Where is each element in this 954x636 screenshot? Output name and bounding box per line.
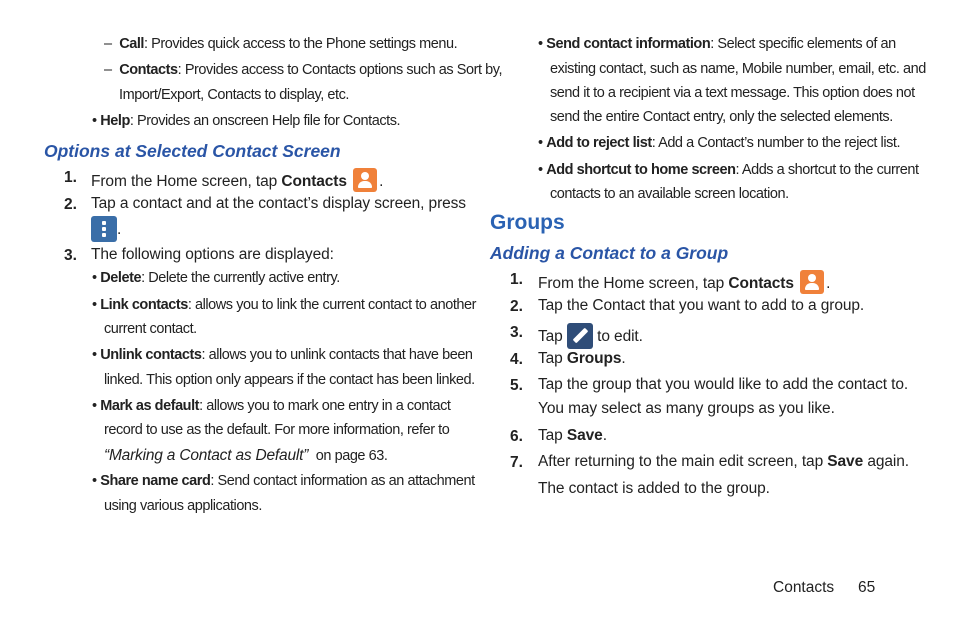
step-3: The following options are displayed: <box>91 246 334 263</box>
step-7-cont: The contact is added to the group. <box>538 480 770 497</box>
step-2: Tap a contact and at the contact’s display screen, press <box>91 195 466 212</box>
step-5-cont: You may select as many groups as you like. <box>538 400 835 417</box>
bullet-share-name-card: • Share name card: Send contact information as an attachment <box>92 473 475 489</box>
step-7: After returning to the main edit screen, tap Save again. <box>538 453 909 470</box>
step-number: 1. <box>510 271 523 288</box>
step-number: 1. <box>64 169 77 186</box>
sub-item-contacts-cont: Import/Export, Contacts to display, etc. <box>119 87 349 103</box>
bullet-send-contact-info-cont: send it to a recipient via a text message. This option does not <box>550 85 915 101</box>
step-5: Tap the group that you would like to add the contact to. <box>538 376 909 393</box>
step-1: From the Home screen, tap Contacts . <box>91 168 383 192</box>
edit-pencil-icon <box>567 323 593 349</box>
contacts-app-icon <box>800 270 824 294</box>
sub-item-call: – Call: Provides quick access to the Phone settings menu. <box>104 36 458 52</box>
bullet-link-contacts: • Link contacts: allows you to link the current contact to another <box>92 297 477 313</box>
bullet-help: • Help: Provides an onscreen Help file for Contacts. <box>92 113 401 129</box>
bullet-add-shortcut-cont: contacts to an available screen location. <box>550 186 789 202</box>
bullet-unlink-contacts-cont: linked. This option only appears if the contact has been linked. <box>104 372 475 388</box>
bullet-mark-default-cont: record to use as the default. For more information, refer to <box>104 422 450 438</box>
bullet-add-shortcut: • Add shortcut to home screen: Adds a shortcut to the current <box>538 162 919 178</box>
step-number: 4. <box>510 351 523 368</box>
step-2-cont: . <box>91 216 121 242</box>
bullet-send-contact-info: • Send contact information: Select specific elements of an <box>538 36 896 52</box>
step-number: 2. <box>64 196 77 213</box>
section-title-groups: Groups <box>490 211 565 234</box>
step-number: 3. <box>64 247 77 264</box>
contacts-app-icon <box>353 168 377 192</box>
bullet-unlink-contacts: • Unlink contacts: allows you to unlink contacts that have been <box>92 347 473 363</box>
bullet-send-contact-info-cont: existing contact, such as name, Mobile number, email, etc. and <box>550 61 926 77</box>
bullet-share-name-card-cont: using various applications. <box>104 498 262 514</box>
step-4: Tap Groups. <box>538 350 626 367</box>
section-heading-options: Options at Selected Contact Screen <box>44 141 341 161</box>
step-number: 5. <box>510 377 523 394</box>
step-3: Tap to edit. <box>538 323 643 349</box>
step-number: 2. <box>510 298 523 315</box>
footer-page-number: 65 <box>858 579 876 596</box>
step-2: Tap the Contact that you want to add to a group. <box>538 297 865 314</box>
sub-item-contacts: – Contacts: Provides access to Contacts options such as Sort by, <box>104 62 503 78</box>
bullet-send-contact-info-cont: send the entire Contact entry, only the selected elements. <box>550 109 893 125</box>
step-number: 3. <box>510 324 523 341</box>
bullet-mark-default: • Mark as default: allows you to mark one entry in a contact <box>92 398 451 414</box>
step-6: Tap Save. <box>538 427 607 444</box>
footer-section-name: Contacts <box>773 579 835 596</box>
step-number: 7. <box>510 454 523 471</box>
menu-key-icon <box>91 216 117 242</box>
step-number: 6. <box>510 428 523 445</box>
bullet-mark-default-ref: “Marking a Contact as Default” on page 63. <box>104 447 388 464</box>
bullet-add-reject-list: • Add to reject list: Add a Contact’s number to the reject list. <box>538 135 901 151</box>
bullet-link-contacts-cont: current contact. <box>104 321 197 337</box>
bullet-delete: • Delete: Delete the currently active entry. <box>92 270 340 286</box>
section-heading-add-to-group: Adding a Contact to a Group <box>490 243 729 263</box>
step-1: From the Home screen, tap Contacts . <box>538 270 830 294</box>
cross-reference-link[interactable]: “Marking a Contact as Default” <box>104 447 309 464</box>
